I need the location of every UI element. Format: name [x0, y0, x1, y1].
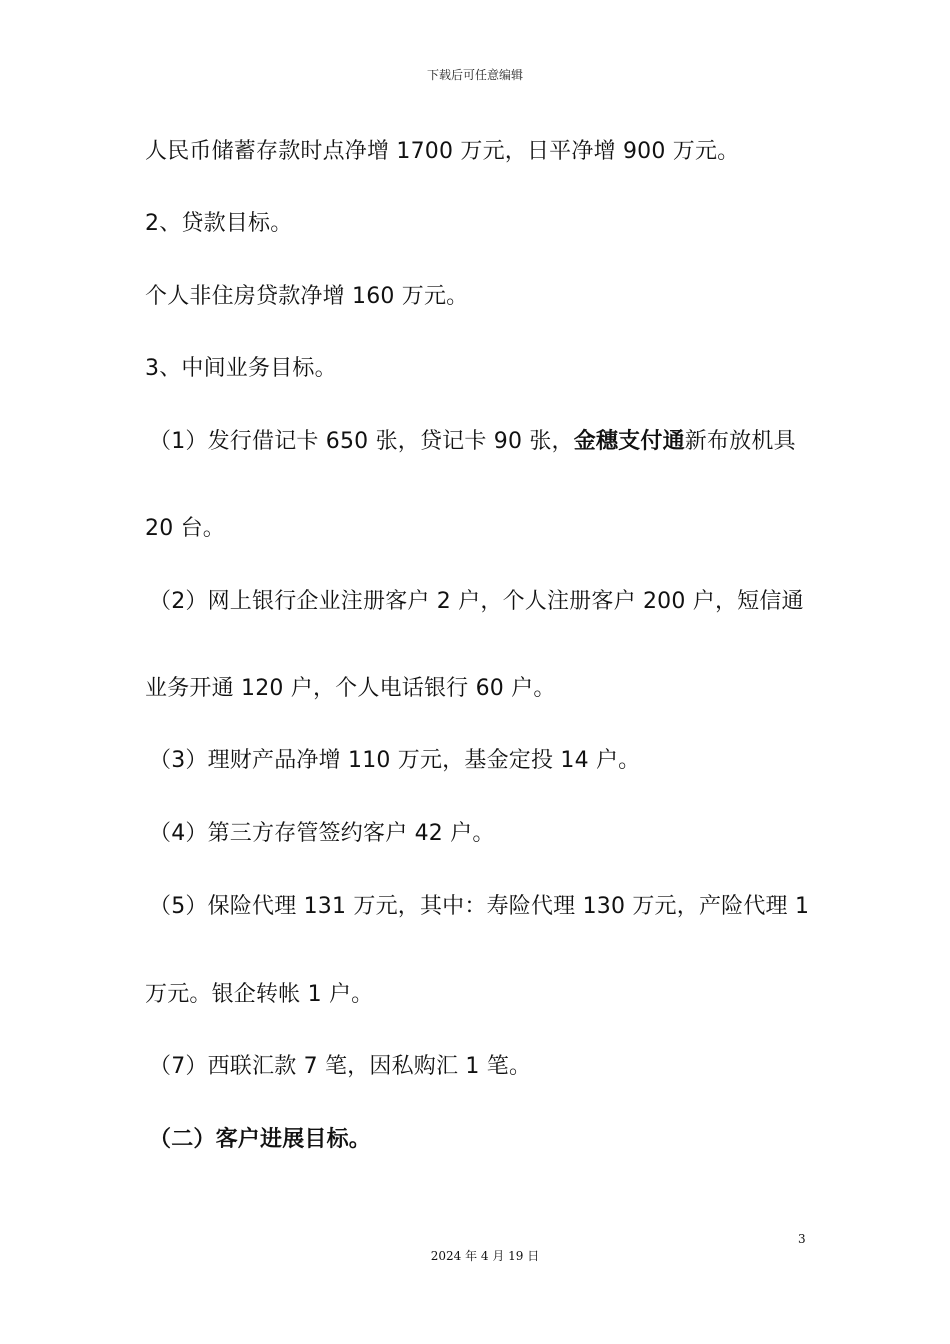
paragraph-item-5: （5）保险代理 131 万元，其中：寿险代理 130 万元，产险代理 1 — [149, 894, 810, 919]
paragraph-item-2: （2）网上银行企业注册客户 2 户，个人注册客户 200 户，短信通 — [149, 589, 804, 614]
paragraph-savings-deposits: 人民币储蓄存款时点净增 1700 万元，日平净增 900 万元。 — [145, 139, 740, 164]
item-1-text-tail: 新布放机具 — [684, 429, 796, 454]
paragraph-item-1-continued: 20 台。 — [145, 516, 225, 541]
heading-intermediate-business: 3、中间业务目标。 — [145, 356, 337, 381]
paragraph-item-4: （4）第三方存管签约客户 42 户。 — [149, 821, 495, 846]
footer-date: 2024 年 4 月 19 日 — [430, 1249, 540, 1263]
item-1-bold-product: 金穗支付通 — [573, 429, 685, 454]
paragraph-item-7: （7）西联汇款 7 笔，因私购汇 1 笔。 — [149, 1054, 532, 1079]
item-1-text: （1）发行借记卡 650 张，贷记卡 90 张， — [149, 429, 574, 454]
paragraph-personal-loans: 个人非住房贷款净增 160 万元。 — [145, 284, 469, 309]
paragraph-item-3: （3）理财产品净增 110 万元，基金定投 14 户。 — [149, 748, 641, 773]
paragraph-item-2-continued: 业务开通 120 户，个人电话银行 60 户。 — [145, 676, 556, 701]
heading-loan-target: 2、贷款目标。 — [145, 211, 293, 236]
page-header: 下载后可任意编辑 — [426, 68, 523, 82]
page-number: 3 — [798, 1232, 806, 1246]
paragraph-item-1 — [149, 427, 796, 457]
paragraph-item-5-continued: 万元。银企转帐 1 户。 — [145, 982, 374, 1007]
section-heading-customer-goals: （二）客户进展目标。 — [149, 1127, 372, 1152]
